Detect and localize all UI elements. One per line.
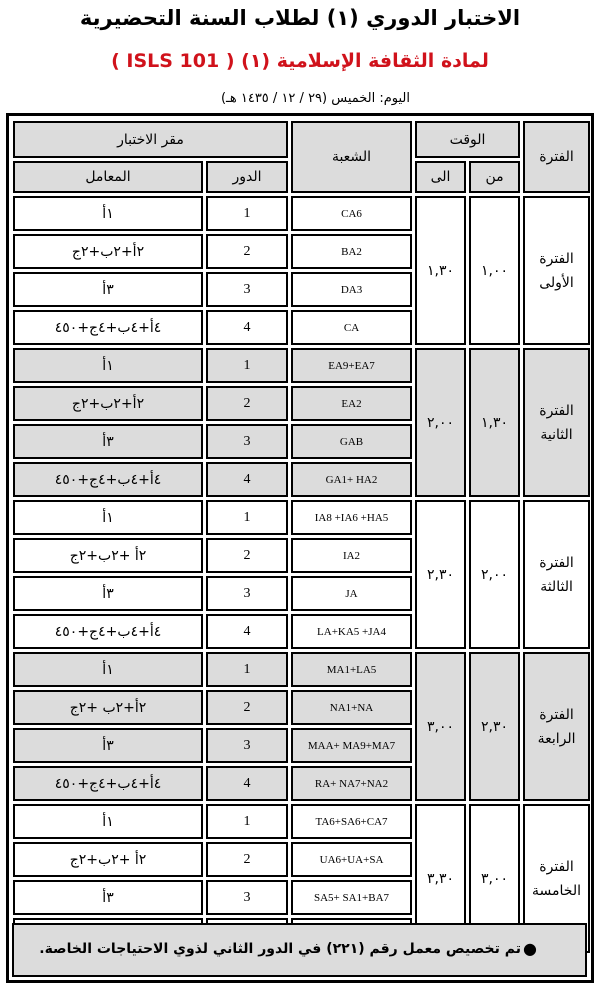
period-name-cell: الفترة الثانية: [523, 348, 590, 497]
table-row: [13, 804, 590, 839]
turn-cell: 2: [206, 690, 288, 725]
section-cell: GA1+ HA2: [291, 462, 412, 497]
section-cell: MAA+ MA9+MA7: [291, 728, 412, 763]
schedule-body: [13, 196, 590, 953]
section-cell: SA5+ SA1+BA7: [291, 880, 412, 915]
turn-cell: 3: [206, 728, 288, 763]
turn-cell: 3: [206, 576, 288, 611]
turn-cell: 4: [206, 462, 288, 497]
header-section: الشعبة: [291, 121, 412, 193]
header-time: الوقت: [415, 121, 520, 158]
table-row: [13, 348, 590, 383]
note-text: تم تخصيص معمل رقم (٢٢١) في الدور الثاني لذوي الاحتياجات الخاصة.: [39, 941, 521, 957]
lab-cell: ١أ: [13, 348, 203, 383]
schedule-table: [10, 118, 593, 956]
lab-cell: ٣أ: [13, 272, 203, 307]
header-period: الفترة: [523, 121, 590, 193]
lab-cell: ٣أ: [13, 728, 203, 763]
lab-cell: ٣أ: [13, 880, 203, 915]
section-cell: TA6+SA6+CA7: [291, 804, 412, 839]
turn-cell: 4: [206, 766, 288, 801]
lab-cell: ٤أ+٤ب+٤ج+٤٥٠: [13, 462, 203, 497]
time-from-cell: ٣,٠٠: [469, 804, 520, 953]
bullet-icon: ●: [523, 939, 537, 958]
section-cell: DA3: [291, 272, 412, 307]
time-to-cell: ٢,٠٠: [415, 348, 466, 497]
course-subtitle: لمادة الثقافة الإسلامية (١) ( ISLS 101 ): [111, 50, 489, 72]
period-name-cell: الفترة الأولى: [523, 196, 590, 345]
time-to-cell: ١,٣٠: [415, 196, 466, 345]
header-to: الى: [415, 161, 466, 193]
special-needs-note: [12, 923, 587, 977]
lab-cell: ٣أ: [13, 424, 203, 459]
section-cell: NA1+NA: [291, 690, 412, 725]
lab-cell: ١أ: [13, 196, 203, 231]
section-cell: BA2: [291, 234, 412, 269]
turn-cell: 4: [206, 614, 288, 649]
period-name-cell: الفترة الرابعة: [523, 652, 590, 801]
time-from-cell: ٢,٣٠: [469, 652, 520, 801]
section-cell: GAB: [291, 424, 412, 459]
lab-cell: ٢أ+٢ب+٢ج: [13, 386, 203, 421]
table-row: [13, 196, 590, 231]
lab-cell: ٢أ +٢ب+٢ج: [13, 842, 203, 877]
section-cell: UA6+UA+SA: [291, 842, 412, 877]
header-turn: الدور: [206, 161, 288, 193]
section-cell: LA+KA5 +JA4: [291, 614, 412, 649]
header-venue: مقر الاختبار: [13, 121, 288, 158]
section-cell: CA: [291, 310, 412, 345]
section-cell: EA2: [291, 386, 412, 421]
turn-cell: 1: [206, 652, 288, 687]
section-cell: RA+ NA7+NA2: [291, 766, 412, 801]
time-to-cell: ٣,٣٠: [415, 804, 466, 953]
turn-cell: 3: [206, 424, 288, 459]
lab-cell: ١أ: [13, 804, 203, 839]
turn-cell: 4: [206, 310, 288, 345]
lab-cell: ٢أ +٢ب+٢ج: [13, 538, 203, 573]
exam-date: اليوم: الخميس (٢٩ / ١٢ / ١٤٣٥ هـ): [220, 91, 410, 106]
turn-cell: 2: [206, 538, 288, 573]
lab-cell: ٤أ+٤ب+٤ج+٤٥٠: [13, 310, 203, 345]
lab-cell: ١أ: [13, 652, 203, 687]
time-from-cell: ٢,٠٠: [469, 500, 520, 649]
header-from: من: [469, 161, 520, 193]
turn-cell: 2: [206, 386, 288, 421]
section-cell: EA9+EA7: [291, 348, 412, 383]
turn-cell: 1: [206, 500, 288, 535]
turn-cell: 2: [206, 234, 288, 269]
lab-cell: ٢أ+٢ب +٢ج: [13, 690, 203, 725]
turn-cell: 3: [206, 272, 288, 307]
table-row: [13, 652, 590, 687]
period-name-cell: الفترة الخامسة: [523, 804, 590, 953]
lab-cell: ٤أ+٤ب+٤ج+٤٥٠: [13, 766, 203, 801]
turn-cell: 1: [206, 348, 288, 383]
time-from-cell: ١,٣٠: [469, 348, 520, 497]
turn-cell: 3: [206, 880, 288, 915]
section-cell: MA1+LA5: [291, 652, 412, 687]
turn-cell: 1: [206, 804, 288, 839]
time-to-cell: ٢,٣٠: [415, 500, 466, 649]
section-cell: JA: [291, 576, 412, 611]
time-to-cell: ٣,٠٠: [415, 652, 466, 801]
table-row: [13, 500, 590, 535]
lab-cell: ٤أ+٤ب+٤ج+٤٥٠: [13, 614, 203, 649]
time-from-cell: ١,٠٠: [469, 196, 520, 345]
page-title: الاختبار الدوري (١) لطلاب السنة التحضيرية: [79, 6, 521, 30]
section-cell: IA2: [291, 538, 412, 573]
lab-cell: ١أ: [13, 500, 203, 535]
period-name-cell: الفترة الثالثة: [523, 500, 590, 649]
lab-cell: ٢أ+٢ب+٢ج: [13, 234, 203, 269]
header-labs: المعامل: [13, 161, 203, 193]
lab-cell: ٣أ: [13, 576, 203, 611]
section-cell: CA6: [291, 196, 412, 231]
section-cell: IA8 +IA6 +HA5: [291, 500, 412, 535]
turn-cell: 2: [206, 842, 288, 877]
turn-cell: 1: [206, 196, 288, 231]
